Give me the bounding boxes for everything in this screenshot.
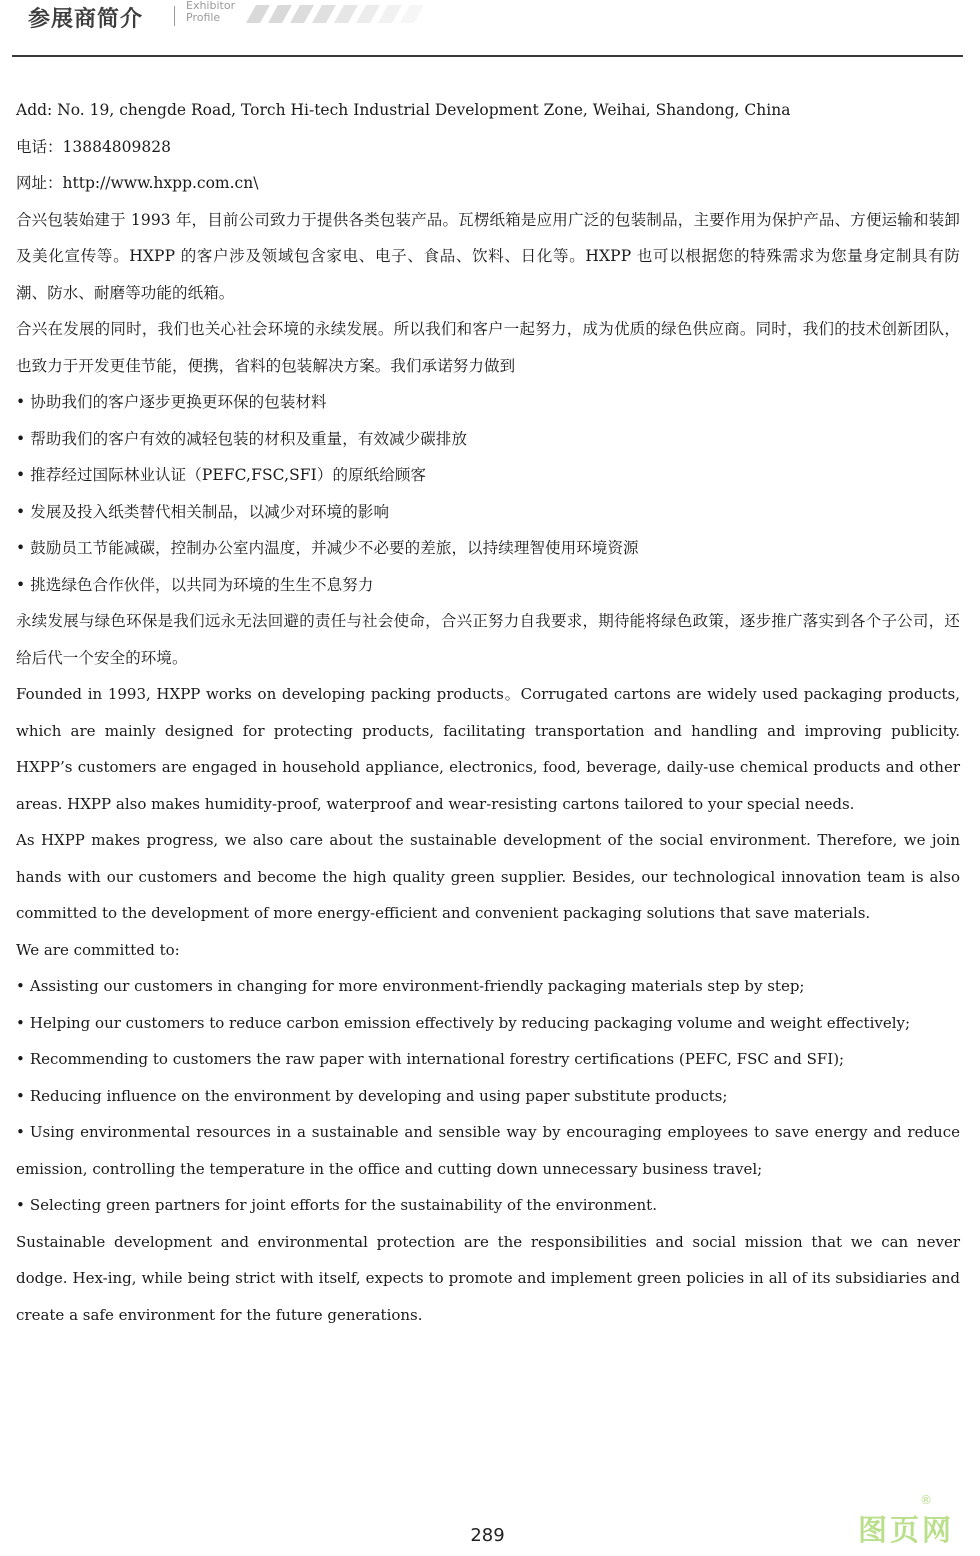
zh-paragraph-sustainability: 永续发展与绿色环保是我们远永无法回避的责任与社会使命，合兴正努力自我要求，期待能将绿色政策，逐步推广落实到各个子公司，还给后代一个安全的环境。 (16, 612, 960, 667)
zh-bullet-item: • 帮助我们的客户有效的减轻包装的材积及重量，有效减少碳排放 (16, 421, 960, 458)
en-committed-heading: We are committed to: (16, 940, 180, 959)
contact-phone: 电话：13884809828 (16, 137, 171, 156)
page-number: 289 (470, 1525, 505, 1546)
zh-bullet-item: • 协助我们的客户逐步更换更环保的包装材料 (16, 384, 960, 421)
contact-website: 网址：http://www.hxpp.com.cn\ (16, 174, 259, 192)
zh-bullet-item: • 挑选绿色合作伙伴，以共同为环境的生生不息努力 (16, 567, 960, 604)
profile-content (16, 92, 960, 1333)
header-separator (174, 6, 175, 26)
header-subtitle (186, 0, 235, 24)
en-bullet-item: • Reducing influence on the environment by developing and using paper substitute products; (16, 1078, 960, 1115)
zh-bullet-item: • 鼓励员工节能减碳，控制办公室内温度，并减少不必要的差旅，以持续理智使用环境资源 (16, 530, 960, 567)
page-header (0, 0, 980, 58)
registered-mark: ® (920, 1493, 932, 1507)
en-bullet-item: • Helping our customers to reduce carbon emission effectively by reducing packaging volume and weight effectively; (16, 1005, 960, 1042)
zh-paragraph-intro: 合兴包装始建于 1993 年，目前公司致力于提供各类包装产品。瓦楞纸箱是应用广泛的包装制品，主要作用为保护产品、方便运输和装卸及美化宣传等。HXPP 的客户涉及领域包含家电、电子、食品、饮料、日化等。HXPP 也可以根据您的特殊需求为您量身定制具有防潮、防水、耐磨等功能的纸箱。 (16, 210, 960, 302)
header-stripes-decoration (236, 3, 436, 25)
zh-paragraph-development: 合兴在发展的同时，我们也关心社会环境的永续发展。所以我们和客户一起努力，成为优质的绿色供应商。同时，我们的技术创新团队，也致力于开发更佳节能，便携，省料的包装解决方案。我们承诺努力做到 (16, 320, 960, 375)
en-bullet-item: • Assisting our customers in changing for more environment-friendly packaging materials step by step; (16, 968, 960, 1005)
header-title: 参展商简介 (28, 7, 144, 32)
site-watermark: 图页网 (858, 1513, 955, 1547)
en-bullet-item: • Selecting green partners for joint efforts for the sustainability of the environment. (16, 1187, 960, 1224)
zh-bullet-item: • 推荐经过国际林业认证（PEFC,FSC,SFI）的原纸给顾客 (16, 457, 960, 494)
en-paragraph-development: As HXPP makes progress, we also care about the sustainable development of the social environment. Therefore, we join hands with our customers and become the high quality green supplier. Besides, our technological innovation team is also committed to the development of more energy-efficient and convenient packaging solutions that save materials. (16, 831, 960, 922)
header-subtitle-line1: Exhibitor (186, 0, 236, 12)
contact-address: Add: No. 19, chengde Road, Torch Hi-tech Industrial Development Zone, Weihai, Shandong, China (16, 101, 791, 119)
en-paragraph-intro: Founded in 1993, HXPP works on developing packing products。Corrugated cartons are widely used packaging products, which are mainly designed for protecting products, facilitating transportation and handling and improving publicity. HXPP’s customers are engaged in household appliance, electronics, food, beverage, daily-use chemical products and other areas. HXPP also makes humidity-proof, waterproof and wear-resisting cartons tailored to your special needs. (16, 685, 960, 813)
header-divider (12, 55, 963, 57)
en-bullet-item: • Recommending to customers the raw paper with international forestry certifications (PEFC, FSC and SFI); (16, 1041, 960, 1078)
zh-bullet-item: • 发展及投入纸类替代相关制品，以减少对环境的影响 (16, 494, 960, 531)
en-bullet-item: • Using environmental resources in a sustainable and sensible way by encouraging employees to save energy and reduce emission, controlling the temperature in the office and cutting down unnecessary business travel; (16, 1114, 960, 1187)
header-subtitle-line2: Profile (186, 11, 221, 24)
en-paragraph-sustainability: Sustainable development and environmental protection are the responsibilities and social mission that we can never dodge. Hex-ing, while being strict with itself, expects to promote and implement green policies in all of its subsidiaries and create a safe environment for the future generations. (16, 1232, 960, 1324)
